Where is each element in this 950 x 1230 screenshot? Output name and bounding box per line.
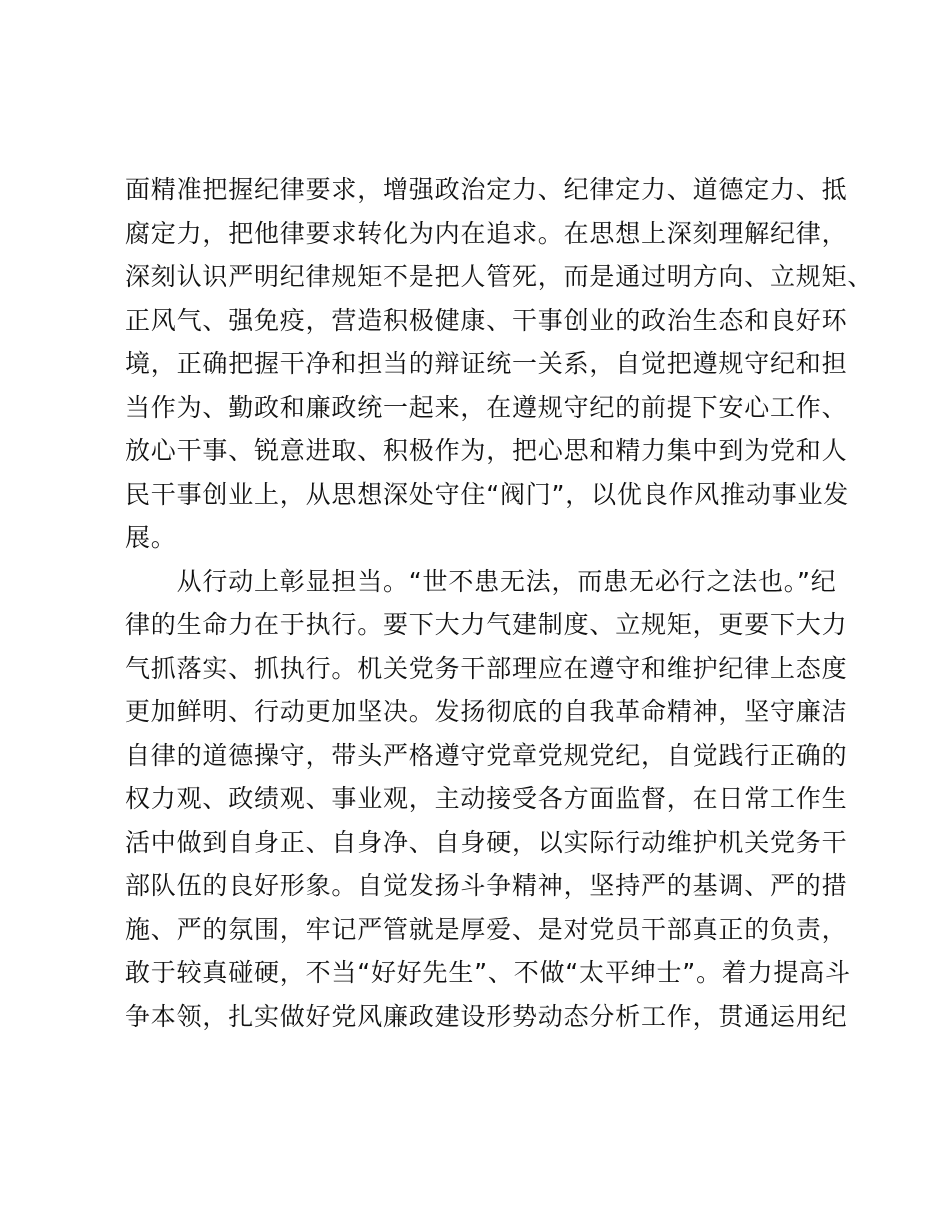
body-text <box>125 168 874 1038</box>
text-line: 深刻认识严明纪律规矩不是把人管死，而是通过明方向、立规矩、 <box>125 262 874 291</box>
text-line: 民干事创业上，从思想深处守住“阀门”，以优良作风推动事业发 <box>125 479 850 509</box>
text-line: 部队伍的良好形象。自觉发扬斗争精神，坚持严的基调、严的措 <box>125 871 848 900</box>
text-line: 权力观、政绩观、事业观，主动接受各方面监督，在日常工作生 <box>125 784 848 813</box>
text-line: 活中做到自身正、自身净、自身硬，以实际行动维护机关党务干 <box>125 827 848 857</box>
text-line: 自律的道德操守，带头严格遵守党章党规党纪，自觉践行正确的 <box>125 740 848 770</box>
text-line: 面精准把握纪律要求，增强政治定力、纪律定力、道德定力、抵 <box>125 175 848 204</box>
paragraph-start-line: 从行动上彰显担当。“世不患无法，而患无必行之法也。”纪 <box>125 566 837 596</box>
text-line: 气抓落实、抓执行。机关党务干部理应在遵守和维护纪律上态度 <box>125 653 848 683</box>
text-line: 腐定力，把他律要求转化为内在追求。在思想上深刻理解纪律， <box>125 218 848 248</box>
text-line: 争本领，扎实做好党风廉政建设形势动态分析工作，贯通运用纪 <box>125 1001 848 1031</box>
text-line: 施、严的氛围，牢记严管就是厚爱、是对党员干部真正的负责， <box>125 914 848 944</box>
text-line: 境，正确把握干净和担当的辩证统一关系，自觉把遵规守纪和担 <box>125 349 848 378</box>
text-line: 律的生命力在于执行。要下大力气建制度、立规矩，更要下大力 <box>125 610 848 639</box>
text-line: 放心干事、锐意进取、积极作为，把心思和精力集中到为党和人 <box>125 436 848 465</box>
text-line: 正风气、强免疫，营造积极健康、干事创业的政治生态和良好环 <box>125 305 848 335</box>
text-line: 展。 <box>125 523 177 552</box>
text-line: 更加鲜明、行动更加坚决。发扬彻底的自我革命精神，坚守廉洁 <box>125 697 848 726</box>
text-line: 当作为、勤政和廉政统一起来，在遵规守纪的前提下安心工作、 <box>125 392 848 422</box>
text-line: 敢于较真碰硬，不当“好好先生”、不做“太平绅士”。着力提高斗 <box>125 958 851 987</box>
